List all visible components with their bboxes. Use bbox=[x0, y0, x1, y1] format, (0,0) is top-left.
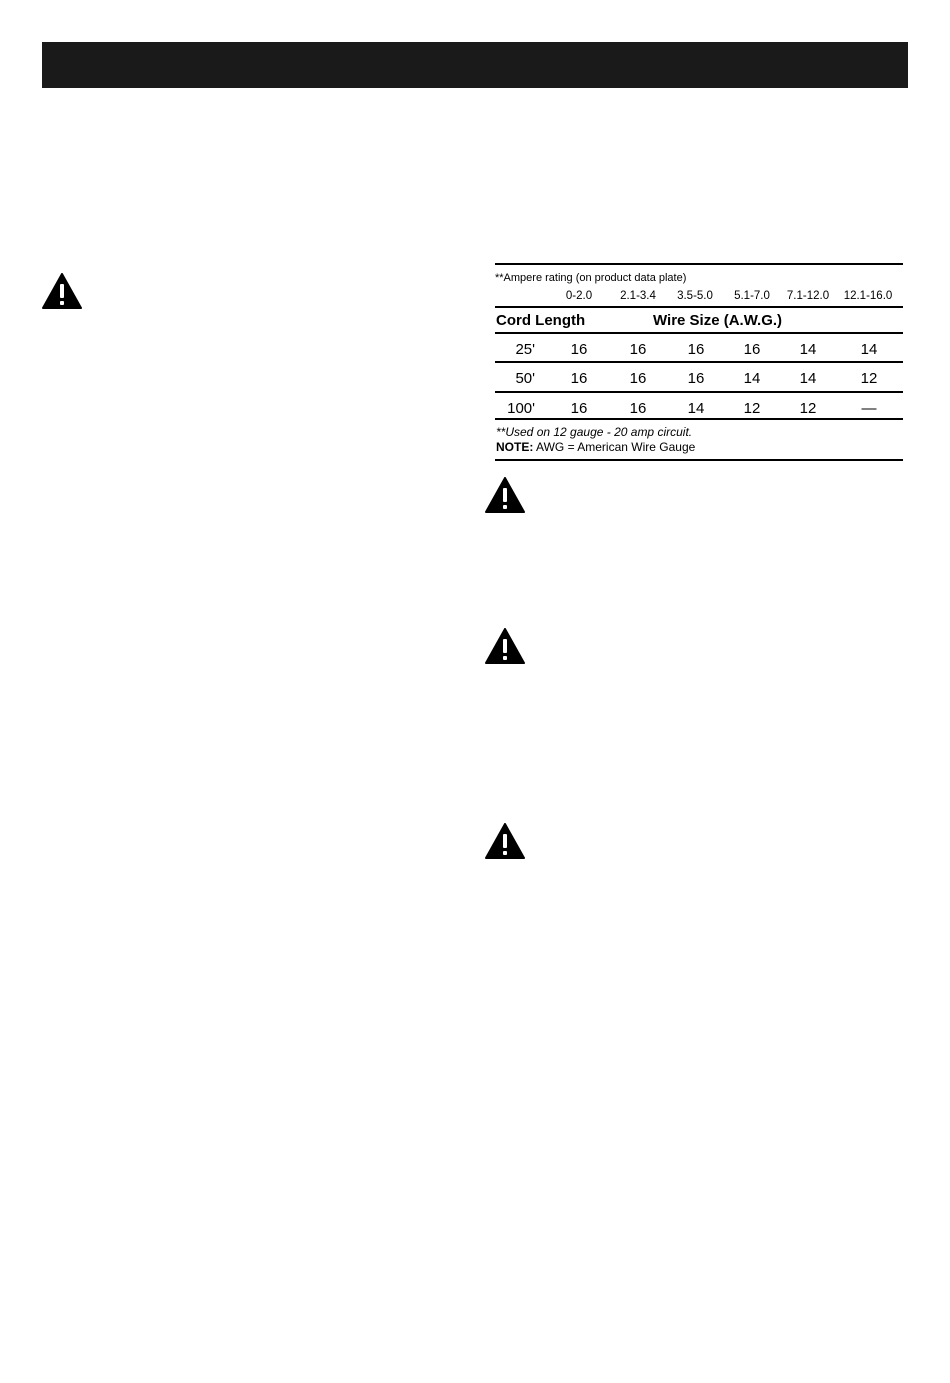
wire-size-cell: — bbox=[861, 400, 877, 417]
table-rule bbox=[495, 391, 903, 393]
table-rule bbox=[495, 332, 903, 334]
wire-size-cell: 16 bbox=[629, 341, 647, 358]
warning-triangle-icon bbox=[42, 273, 82, 309]
wire-size-cell: 14 bbox=[860, 341, 878, 358]
table-note bbox=[496, 441, 695, 453]
wire-size-cell: 16 bbox=[629, 370, 647, 387]
ampere-range: 3.5-5.0 bbox=[677, 290, 713, 302]
table-rule bbox=[495, 306, 903, 308]
wire-size-cell: 14 bbox=[799, 370, 817, 387]
note-label: NOTE: bbox=[496, 440, 534, 454]
table-rule bbox=[495, 418, 903, 420]
table-footnote: **Used on 12 gauge - 20 amp circuit. bbox=[496, 425, 693, 439]
wire-size-cell: 16 bbox=[570, 400, 588, 417]
wire-size-cell: 12 bbox=[743, 400, 761, 417]
cord-length-cell: 25' bbox=[515, 341, 535, 358]
wire-size-cell: 16 bbox=[687, 341, 705, 358]
table-bottom-rule bbox=[495, 459, 903, 461]
wire-size-header: Wire Size (A.W.G.) bbox=[653, 312, 783, 329]
wire-size-cell: 14 bbox=[743, 370, 761, 387]
warning-triangle-icon bbox=[485, 477, 525, 513]
ampere-range: 12.1-16.0 bbox=[843, 290, 893, 302]
table-top-rule bbox=[495, 263, 903, 265]
wire-size-cell: 12 bbox=[799, 400, 817, 417]
ampere-range: 7.1-12.0 bbox=[786, 290, 830, 302]
cord-length-cell: 100' bbox=[507, 400, 535, 417]
ampere-range: 5.1-7.0 bbox=[734, 290, 770, 302]
header-bar bbox=[42, 42, 908, 88]
ampere-range: 2.1-3.4 bbox=[620, 290, 656, 302]
wire-size-cell: 16 bbox=[629, 400, 647, 417]
extension-cord-table bbox=[495, 263, 903, 461]
note-text: AWG = American Wire Gauge bbox=[533, 440, 696, 454]
wire-size-cell: 14 bbox=[687, 400, 705, 417]
wire-size-cell: 16 bbox=[687, 370, 705, 387]
wire-size-cell: 16 bbox=[743, 341, 761, 358]
warning-triangle-icon bbox=[485, 628, 525, 664]
wire-size-cell: 12 bbox=[860, 370, 878, 387]
cord-length-cell: 50' bbox=[515, 370, 535, 387]
warning-triangle-icon bbox=[485, 823, 525, 859]
wire-size-cell: 16 bbox=[570, 370, 588, 387]
wire-size-cell: 16 bbox=[570, 341, 588, 358]
wire-size-cell: 14 bbox=[799, 341, 817, 358]
ampere-range: 0-2.0 bbox=[565, 290, 593, 302]
table-rule bbox=[495, 361, 903, 363]
ampere-caption: **Ampere rating (on product data plate) bbox=[495, 272, 687, 284]
cord-length-header: Cord Length bbox=[496, 312, 586, 329]
